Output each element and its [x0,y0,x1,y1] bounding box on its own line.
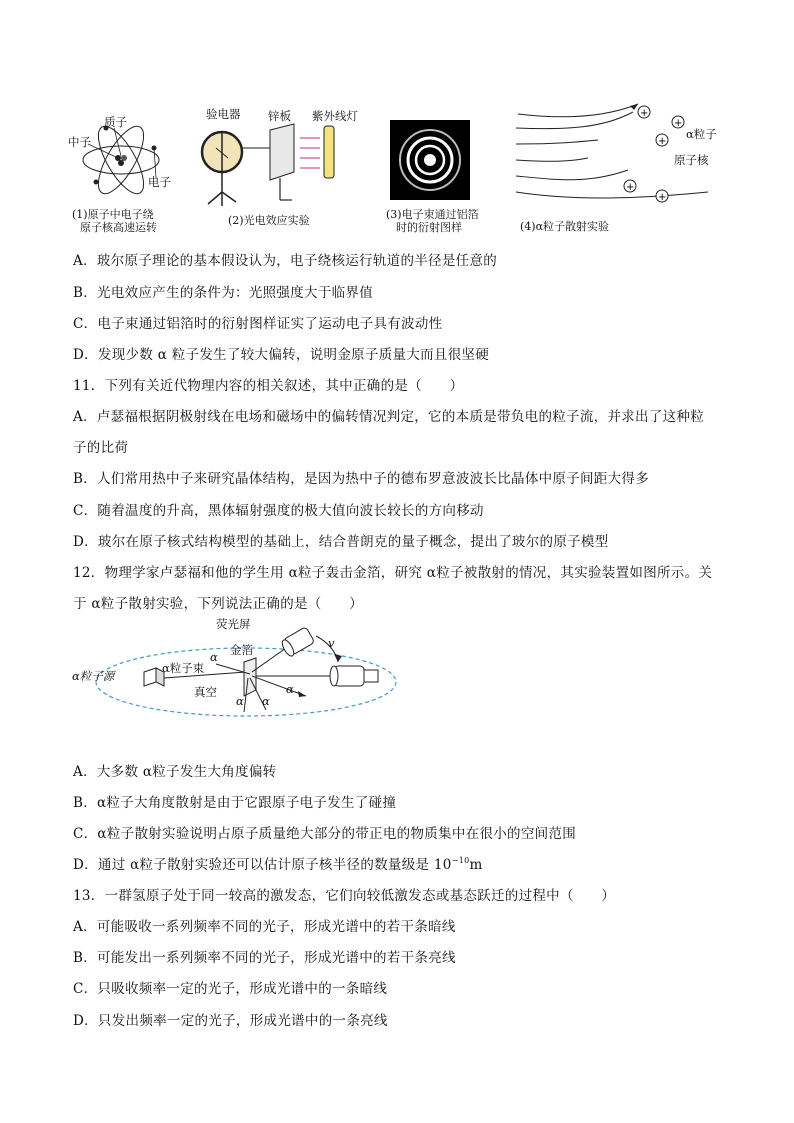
label-alpha-1: α [210,650,218,664]
q11-stem: 11．下列有关近代物理内容的相关叙述，其中正确的是（ ） [73,378,464,394]
label-nucleus: 原子核 [674,153,709,167]
figure-alpha-scattering [508,100,718,240]
q13-option-b: B．可能发出一系列频率不同的光子，形成光谱中的若干条亮线 [73,950,456,966]
label-alpha-source: α粒子源 [72,669,115,683]
caption-fig4: (4)α粒子散射实验 [520,220,610,233]
label-proton: 质子 [104,115,127,129]
label-vacuum: 真空 [194,685,217,699]
label-neutron: 中子 [68,135,91,149]
q12-option-d-exponent: −10 [451,856,470,865]
q11-option-b: B．人们常用热中子来研究晶体结构，是因为热中子的德布罗意波波长比晶体中原子间距大得多 [73,471,650,487]
q11-option-a-line1: A．卢瑟福根据阴极射线在电场和磁场中的偏转情况判定，它的本质是带负电的粒子流，并求出了这种粒 [73,409,705,425]
label-uv-lamp: 紫外线灯 [312,109,358,123]
caption-fig1-line2: 原子核高速运转 [80,221,157,234]
q11-option-d: D．玻尔在原子核式结构模型的基础上，结合普朗克的量子概念，提出了玻尔的原子模型 [73,534,609,550]
figure-scattering-apparatus [66,612,396,742]
label-velocity: v [328,636,335,650]
label-fluorescent-screen: 荧光屏 [216,617,251,631]
label-alpha-4: α [286,682,294,696]
label-zinc-plate: 锌板 [268,109,291,123]
svg-text:+: + [658,192,667,203]
label-electron: 电子 [148,175,171,189]
q12-option-a: A．大多数 α粒子发生大角度偏转 [73,764,277,780]
svg-text:+: + [626,182,635,193]
q13-option-a: A．可能吸收一系列频率不同的光子，形成光谱中的若干条暗线 [73,919,456,935]
q12-option-d-unit: m [469,857,483,873]
q11-option-a-line2: 子的比荷 [73,440,129,456]
caption-fig3-line2: 时的衍射图样 [396,221,462,234]
q12-option-d-text: D．通过 α粒子散射实验还可以估计原子核半径的数量级是 10 [73,857,452,873]
q12-stem-line1: 12．物理学家卢瑟福和他的学生用 α粒子轰击金箔，研究 α粒子被散射的情况，其实验装置如图所示。关 [73,565,713,581]
q10-option-d: D．发现少数 α 粒子发生了较大偏转，说明金原子质量大而且很坚硬 [73,347,490,363]
q10-option-c: C．电子束通过铝箔时的衍射图样证实了运动电子具有波动性 [73,316,443,332]
q10-option-a: A．玻尔原子理论的基本假设认为，电子绕核运行轨道的半径是任意的 [73,253,498,269]
svg-text:+: + [674,118,683,129]
figure-atom-model [66,100,196,240]
caption-fig2: (2)光电效应实验 [228,214,310,227]
svg-text:+: + [658,136,667,147]
q13-option-d: D．只发出频率一定的光子，形成光谱中的一条亮线 [73,1013,388,1029]
q10-option-b: B．光电效应产生的条件为：光照强度大于临界值 [73,285,374,301]
figure-diffraction [384,100,494,240]
q12-option-d [73,853,483,873]
figure-photoelectric [196,100,376,240]
diffraction-pattern [384,100,494,206]
atom-diagram [66,100,196,205]
svg-text:+: + [640,108,649,119]
caption-fig1-line1: (1)原子中电子绕 [72,208,154,221]
q12-option-c: C．α粒子散射实验说明占原子质量绝大部分的带正电的物质集中在很小的空间范围 [73,826,577,842]
label-alpha-beam: α粒子束 [162,661,205,675]
caption-fig3-line1: (3)电子束通过铝箔 [386,208,479,221]
label-alpha-3: α [262,694,270,708]
label-alpha-particle: α粒子 [686,127,717,141]
q13-option-c: C．只吸收频率一定的光子，形成光谱中的一条暗线 [73,981,388,997]
label-alpha-2: α [236,694,244,708]
label-electroscope: 验电器 [206,107,241,121]
q12-option-b: B．α粒子大角度散射是由于它跟原子电子发生了碰撞 [73,795,397,811]
label-gold-foil: 金箔 [230,643,253,657]
q13-stem: 13．一群氢原子处于同一较高的激发态，它们向较低激发态或基态跃迁的过程中（ ） [73,888,616,904]
q12-stem-line2: 于 α粒子散射实验，下列说法正确的是（ ） [73,596,364,612]
q11-option-c: C．随着温度的升高，黑体辐射强度的极大值向波长较长的方向移动 [73,503,484,519]
figure-row [66,100,726,240]
